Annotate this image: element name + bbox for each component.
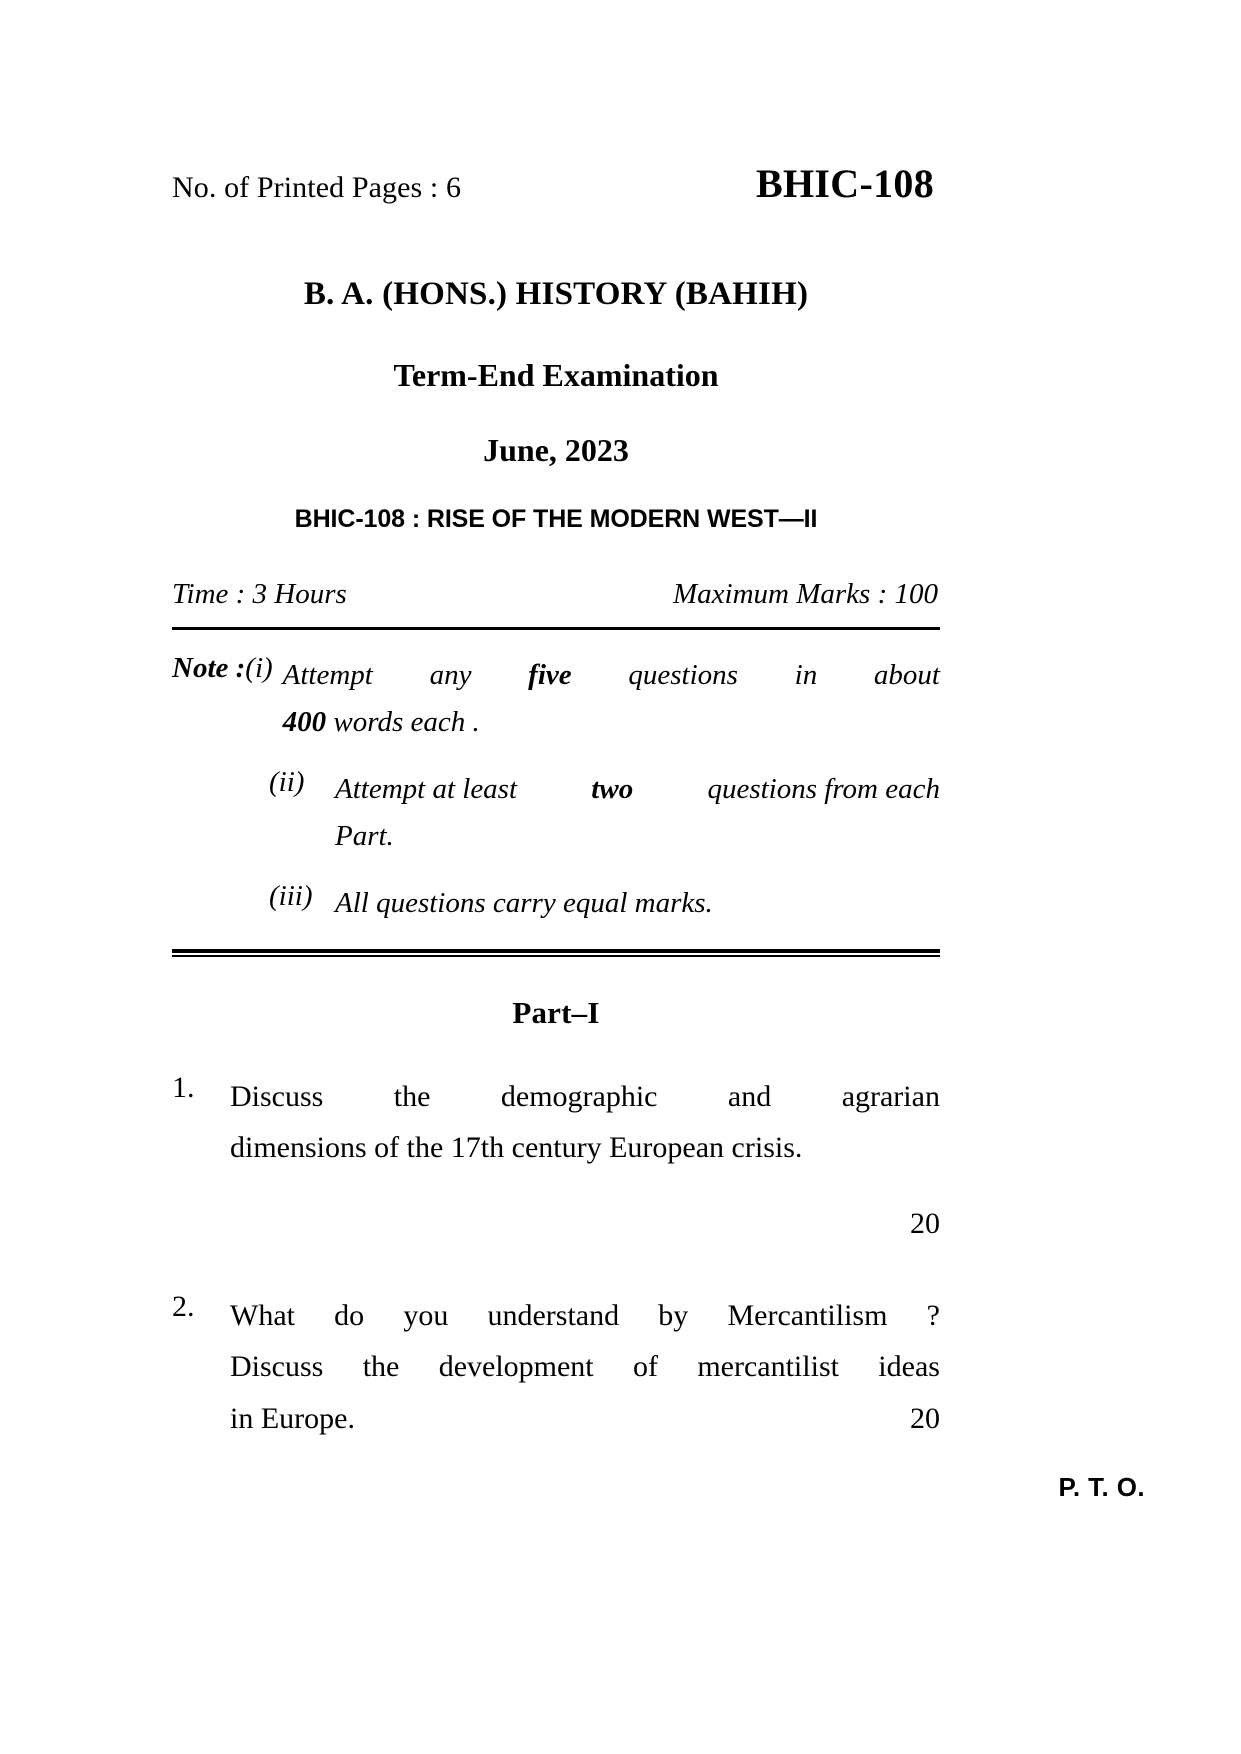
note-text-rest: words each .: [333, 705, 480, 738]
question-word: What: [230, 1298, 295, 1332]
note-label: Note :: [172, 652, 246, 684]
question-word: the: [393, 1079, 431, 1113]
question-text: [230, 1290, 940, 1445]
question-word: understand: [487, 1298, 620, 1332]
page-header: [172, 160, 940, 218]
title-block: [172, 276, 940, 534]
note-item-text: All questions carry equal marks.: [335, 886, 713, 919]
note-word: about: [873, 659, 940, 691]
note-item-number: (i): [245, 652, 273, 684]
question-item-2: [172, 1290, 940, 1445]
question-word: of: [632, 1350, 658, 1384]
note-item-i: [172, 652, 940, 746]
question-marks: 20: [910, 1401, 940, 1435]
question-word: agrarian: [841, 1079, 940, 1113]
question-word: mercantilist: [697, 1350, 839, 1384]
page-turn-over-footer: P. T. O.: [1058, 1472, 1145, 1502]
note-word: questions from each: [707, 772, 940, 805]
question-word: ?: [926, 1298, 940, 1332]
note-item-text: [283, 652, 940, 746]
question-line: dimensions of the 17th century European crisis.: [230, 1131, 803, 1165]
note-item-text: [335, 766, 940, 860]
question-word: do: [334, 1298, 365, 1332]
question-word: Mercantilism: [727, 1298, 888, 1332]
question-item-1: [172, 1071, 940, 1250]
question-number: 1.: [172, 1070, 195, 1104]
note-emphasis: 400: [282, 705, 327, 738]
time-and-marks-row: [172, 578, 940, 611]
course-title: BHIC-108 : RISE OF THE MODERN WEST—II: [294, 505, 818, 533]
program-title: B. A. (HONS.) HISTORY (BAHIH): [303, 276, 809, 312]
question-word: and: [727, 1079, 772, 1113]
printed-pages-label: No. of Printed Pages : 6: [172, 171, 462, 204]
question-word: you: [403, 1298, 449, 1332]
question-word: ideas: [878, 1350, 940, 1384]
note-word: any: [429, 659, 472, 691]
note-emphasis: two: [591, 772, 634, 805]
note-item-iii: [172, 880, 940, 927]
note-item-number: (iii): [269, 879, 313, 912]
question-word: development: [438, 1350, 594, 1384]
question-marks: 20: [910, 1207, 940, 1241]
note-block: [172, 652, 940, 927]
time-allowed: Time : 3 Hours: [172, 578, 347, 610]
question-line: in Europe.: [230, 1401, 355, 1435]
divider-rule-thin: [172, 955, 940, 957]
note-emphasis: five: [528, 659, 572, 691]
divider-rule-thick: [172, 949, 940, 953]
note-word: Attempt at least: [335, 772, 518, 805]
question-word: Discuss: [230, 1079, 324, 1113]
question-word: the: [362, 1350, 400, 1384]
note-word: questions: [628, 659, 738, 691]
examination-title: Term-End Examination: [393, 357, 719, 393]
question-word: by: [658, 1298, 689, 1332]
note-item-number: (ii): [269, 765, 305, 798]
divider-rule-top: [172, 627, 940, 630]
note-item-ii: [172, 766, 940, 860]
question-word: demographic: [500, 1079, 658, 1113]
question-word: Discuss: [230, 1350, 324, 1384]
part-heading: Part–I: [512, 994, 600, 1030]
paper-code: BHIC-108: [756, 161, 934, 206]
examination-session: June, 2023: [483, 432, 629, 468]
divider-rule-double: [172, 949, 940, 957]
note-word: in: [794, 659, 818, 691]
note-text-rest: Part.: [335, 819, 394, 852]
maximum-marks: Maximum Marks : 100: [673, 578, 938, 610]
page-content: [172, 160, 940, 1444]
question-text: [230, 1071, 940, 1250]
note-word: Attempt: [282, 659, 373, 691]
question-number: 2.: [172, 1289, 195, 1323]
